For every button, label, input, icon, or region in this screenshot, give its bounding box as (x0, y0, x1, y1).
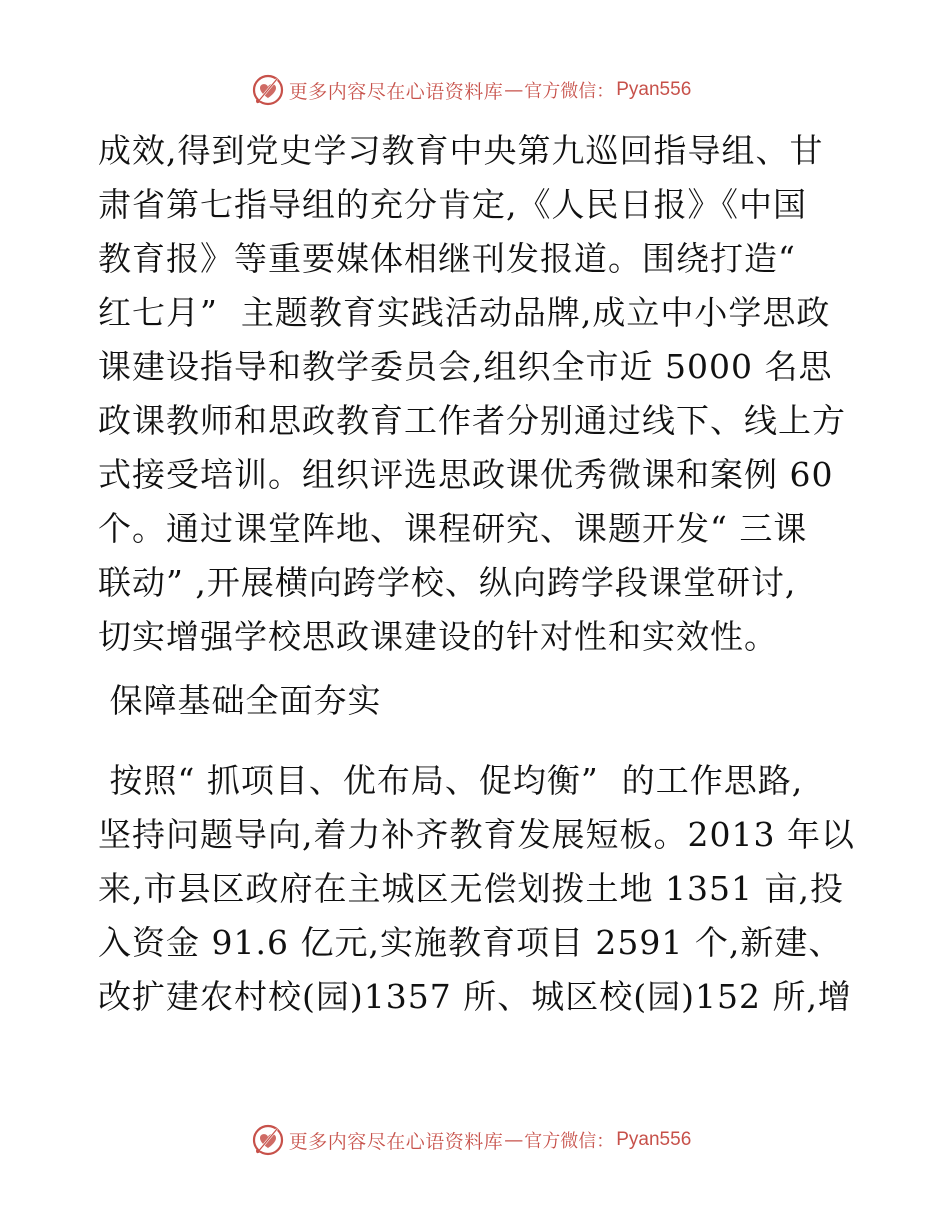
document-body (98, 124, 858, 1024)
text-line: 课建设指导和教学委员会,组织全市近 5000 名思 (98, 347, 833, 386)
banner-dash: — (504, 79, 524, 101)
section-heading: 保障基础全面夯实 (98, 681, 382, 720)
text-line: 成效,得到党史学习教育中央第九巡回指导组、甘 (98, 131, 824, 170)
text-line: 个。通过课堂阵地、课程研究、课题开发“ 三课 (98, 509, 808, 548)
text-line: 按照“ 抓项目、优布局、促均衡” 的工作思路, (98, 761, 804, 800)
banner-wechat-label: 官方微信： (524, 81, 615, 102)
text-line: 坚持问题导向,着力补齐教育发展短板。2013 年以 (98, 815, 855, 854)
banner-wechat-id: Pyan556 (616, 79, 692, 100)
text-line: 教育报》等重要媒体相继刊发报道。围绕打造“ (98, 239, 796, 278)
banner-dash: — (504, 1129, 524, 1151)
paragraph-1 (98, 124, 858, 664)
banner-title: 更多内容尽在心语资料库 (288, 1130, 504, 1153)
footer-watermark-banner (0, 1120, 950, 1160)
text-line: 入资金 91.6 亿元,实施教育项目 2591 个,新建、 (98, 923, 843, 962)
text-line: 红七月” 主题教育实践活动品牌,成立中小学思政 (98, 293, 831, 332)
text-line: 改扩建农村校(园)1357 所、城区校(园)152 所,增 (98, 977, 852, 1016)
header-watermark-banner (0, 70, 950, 110)
banner-content (251, 1123, 692, 1157)
banner-wechat-id: Pyan556 (616, 1129, 692, 1150)
heart-pen-logo-icon (251, 1123, 285, 1157)
banner-wechat-label: 官方微信： (524, 1131, 615, 1152)
paragraph-2 (98, 754, 858, 1024)
heart-pen-logo-icon (251, 73, 285, 107)
banner-title: 更多内容尽在心语资料库 (288, 80, 504, 103)
text-line: 肃省第七指导组的充分肯定,《人民日报》《中国 (98, 185, 807, 224)
text-line: 来,市县区政府在主城区无偿划拨土地 1351 亩,投 (98, 869, 844, 908)
text-line: 政课教师和思政教育工作者分别通过线下、线上方 (98, 401, 846, 440)
banner-content (251, 73, 692, 107)
text-line: 切实增强学校思政课建设的针对性和实效性。 (98, 617, 778, 656)
text-line: 式接受培训。组织评选思政课优秀微课和案例 60 (98, 455, 834, 494)
text-line: 联动” ,开展横向跨学校、纵向跨学段课堂研讨, (98, 563, 797, 602)
